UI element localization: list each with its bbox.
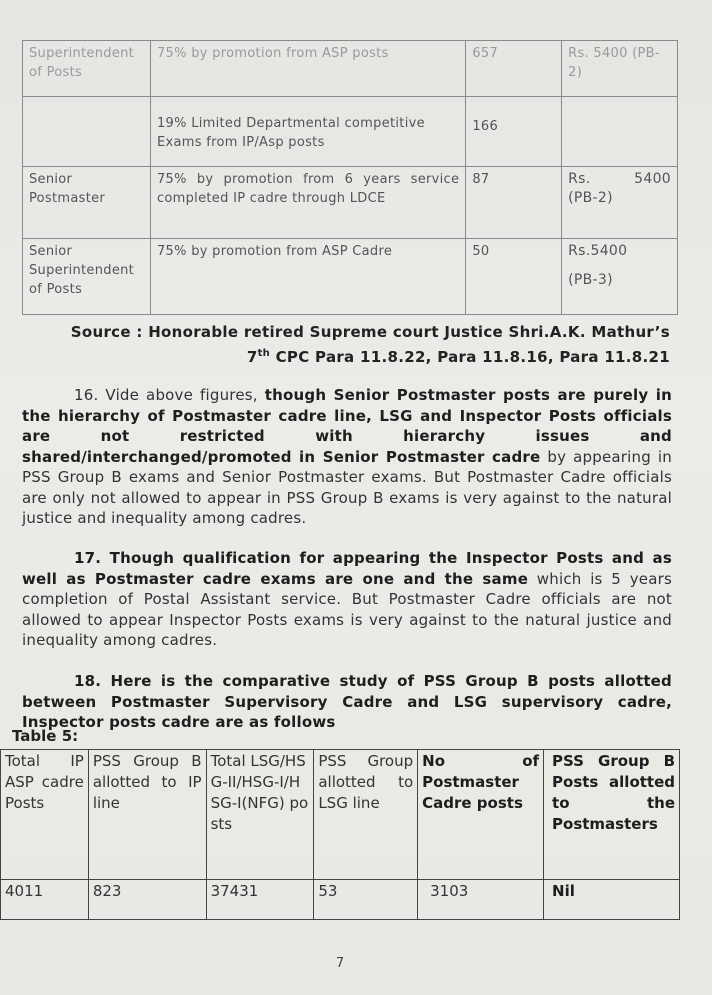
value-pss-postmasters: Nil	[544, 880, 680, 920]
source-ordinal-suffix: th	[257, 348, 271, 359]
para-16-lead: 16. Vide above figures,	[74, 386, 265, 404]
pay-label: Rs.5400	[568, 243, 628, 259]
pay-band: (PB-2)	[568, 190, 613, 206]
value-total-ip-asp: 4011	[1, 880, 89, 920]
pay-cell	[562, 97, 678, 167]
header-total-ip-asp: Total IP ASP cadre Posts	[1, 750, 89, 880]
criteria-cell: 75% by promotion from ASP posts	[150, 41, 465, 97]
source-paras: CPC Para 11.8.22, Para 11.8.16, Para 11.8.21	[270, 348, 670, 366]
table-row	[23, 41, 678, 97]
post-cell	[23, 97, 151, 167]
paragraph-18	[22, 671, 672, 733]
value-pss-lsg-line: 53	[314, 880, 418, 920]
source-line-2	[22, 343, 670, 368]
pay-cell	[562, 167, 678, 239]
post-cell: Senior Postmaster	[23, 167, 151, 239]
source-citation	[22, 322, 670, 368]
table-5-header-row	[1, 750, 680, 880]
para-16-rest: by appearing in PSS Group B exams and Senior Postmaster exams. But Postmaster Cadre officials are only not allowed to appear in PSS Group B exams is very against to the natural justice and inequality among cadres.	[22, 447, 672, 527]
criteria-cell: 75% by promotion from ASP Cadre	[150, 239, 465, 315]
para-16-bold: though Senior Postmaster posts are purely in the hierarchy of Postmaster cadre line, LSG and Inspector Posts officials are not restricted with hierarchy issues and shared/interchanged/promoted in Senior Postmaster cadre	[22, 386, 672, 466]
pay-label: Rs.	[568, 171, 591, 187]
table-row	[23, 239, 678, 315]
para-17-rest: which is 5 years completion of Postal Assistant service. But Postmaster Cadre officials are not allowed to appear Inspector Posts exams is very against to the natural justice and inequality among cadres.	[22, 569, 672, 649]
value-pss-ip-line: 823	[88, 880, 206, 920]
source-line-1: Source : Honorable retired Supreme court Justice Shri.A.K. Mathur’s	[70, 323, 670, 341]
criteria-cell: 75% by promotion from 6 years service completed IP cadre through LDCE	[150, 167, 465, 239]
count-cell: 166	[466, 97, 562, 167]
header-pss-postmasters: PSS Group B Posts allotted to the Postmasters	[544, 750, 680, 880]
table-5-caption: Table 5:	[12, 727, 79, 745]
count-cell: 87	[466, 167, 562, 239]
page-number: 7	[335, 956, 345, 971]
header-total-lsg: Total LSG/HSG-II/HSG-I/HSG-I(NFG) posts	[206, 750, 314, 880]
source-ordinal: 7	[246, 348, 258, 366]
pay-cell: Rs. 5400 (PB-2)	[562, 41, 678, 97]
table-5-value-row	[1, 880, 680, 920]
pay-amount: 5400	[634, 171, 671, 187]
header-pss-ip-line: PSS Group B allotted to IP line	[88, 750, 206, 880]
table-5	[0, 749, 680, 920]
table-row	[23, 167, 678, 239]
paragraph-17	[22, 548, 672, 651]
pay-cell	[562, 239, 678, 315]
paragraph-16	[22, 385, 672, 529]
value-total-lsg: 37431	[206, 880, 314, 920]
post-cell: Superintendent of Posts	[23, 41, 151, 97]
header-pss-lsg-line: PSS Group allotted to LSG line	[314, 750, 418, 880]
table-row	[23, 97, 678, 167]
para-18-bold: 18. Here is the comparative study of PSS Group B posts allotted between Postmaster Supervisory Cadre and LSG supervisory cadre, Inspector posts cadre are as follows	[22, 672, 672, 731]
criteria-cell: 19% Limited Departmental competitive Exams from IP/Asp posts	[150, 97, 465, 167]
count-cell: 657	[466, 41, 562, 97]
para-17-bold: 17. Though qualification for appearing the Inspector Posts and as well as Postmaster cadre exams are one and the same	[22, 549, 672, 588]
pay-band: (PB-3)	[568, 272, 613, 288]
posts-table	[22, 40, 678, 315]
post-cell: Senior Superintendent of Posts	[23, 239, 151, 315]
count-cell: 50	[466, 239, 562, 315]
header-postmaster-posts: No of Postmaster Cadre posts	[418, 750, 544, 880]
value-postmaster-posts: 3103	[418, 880, 544, 920]
